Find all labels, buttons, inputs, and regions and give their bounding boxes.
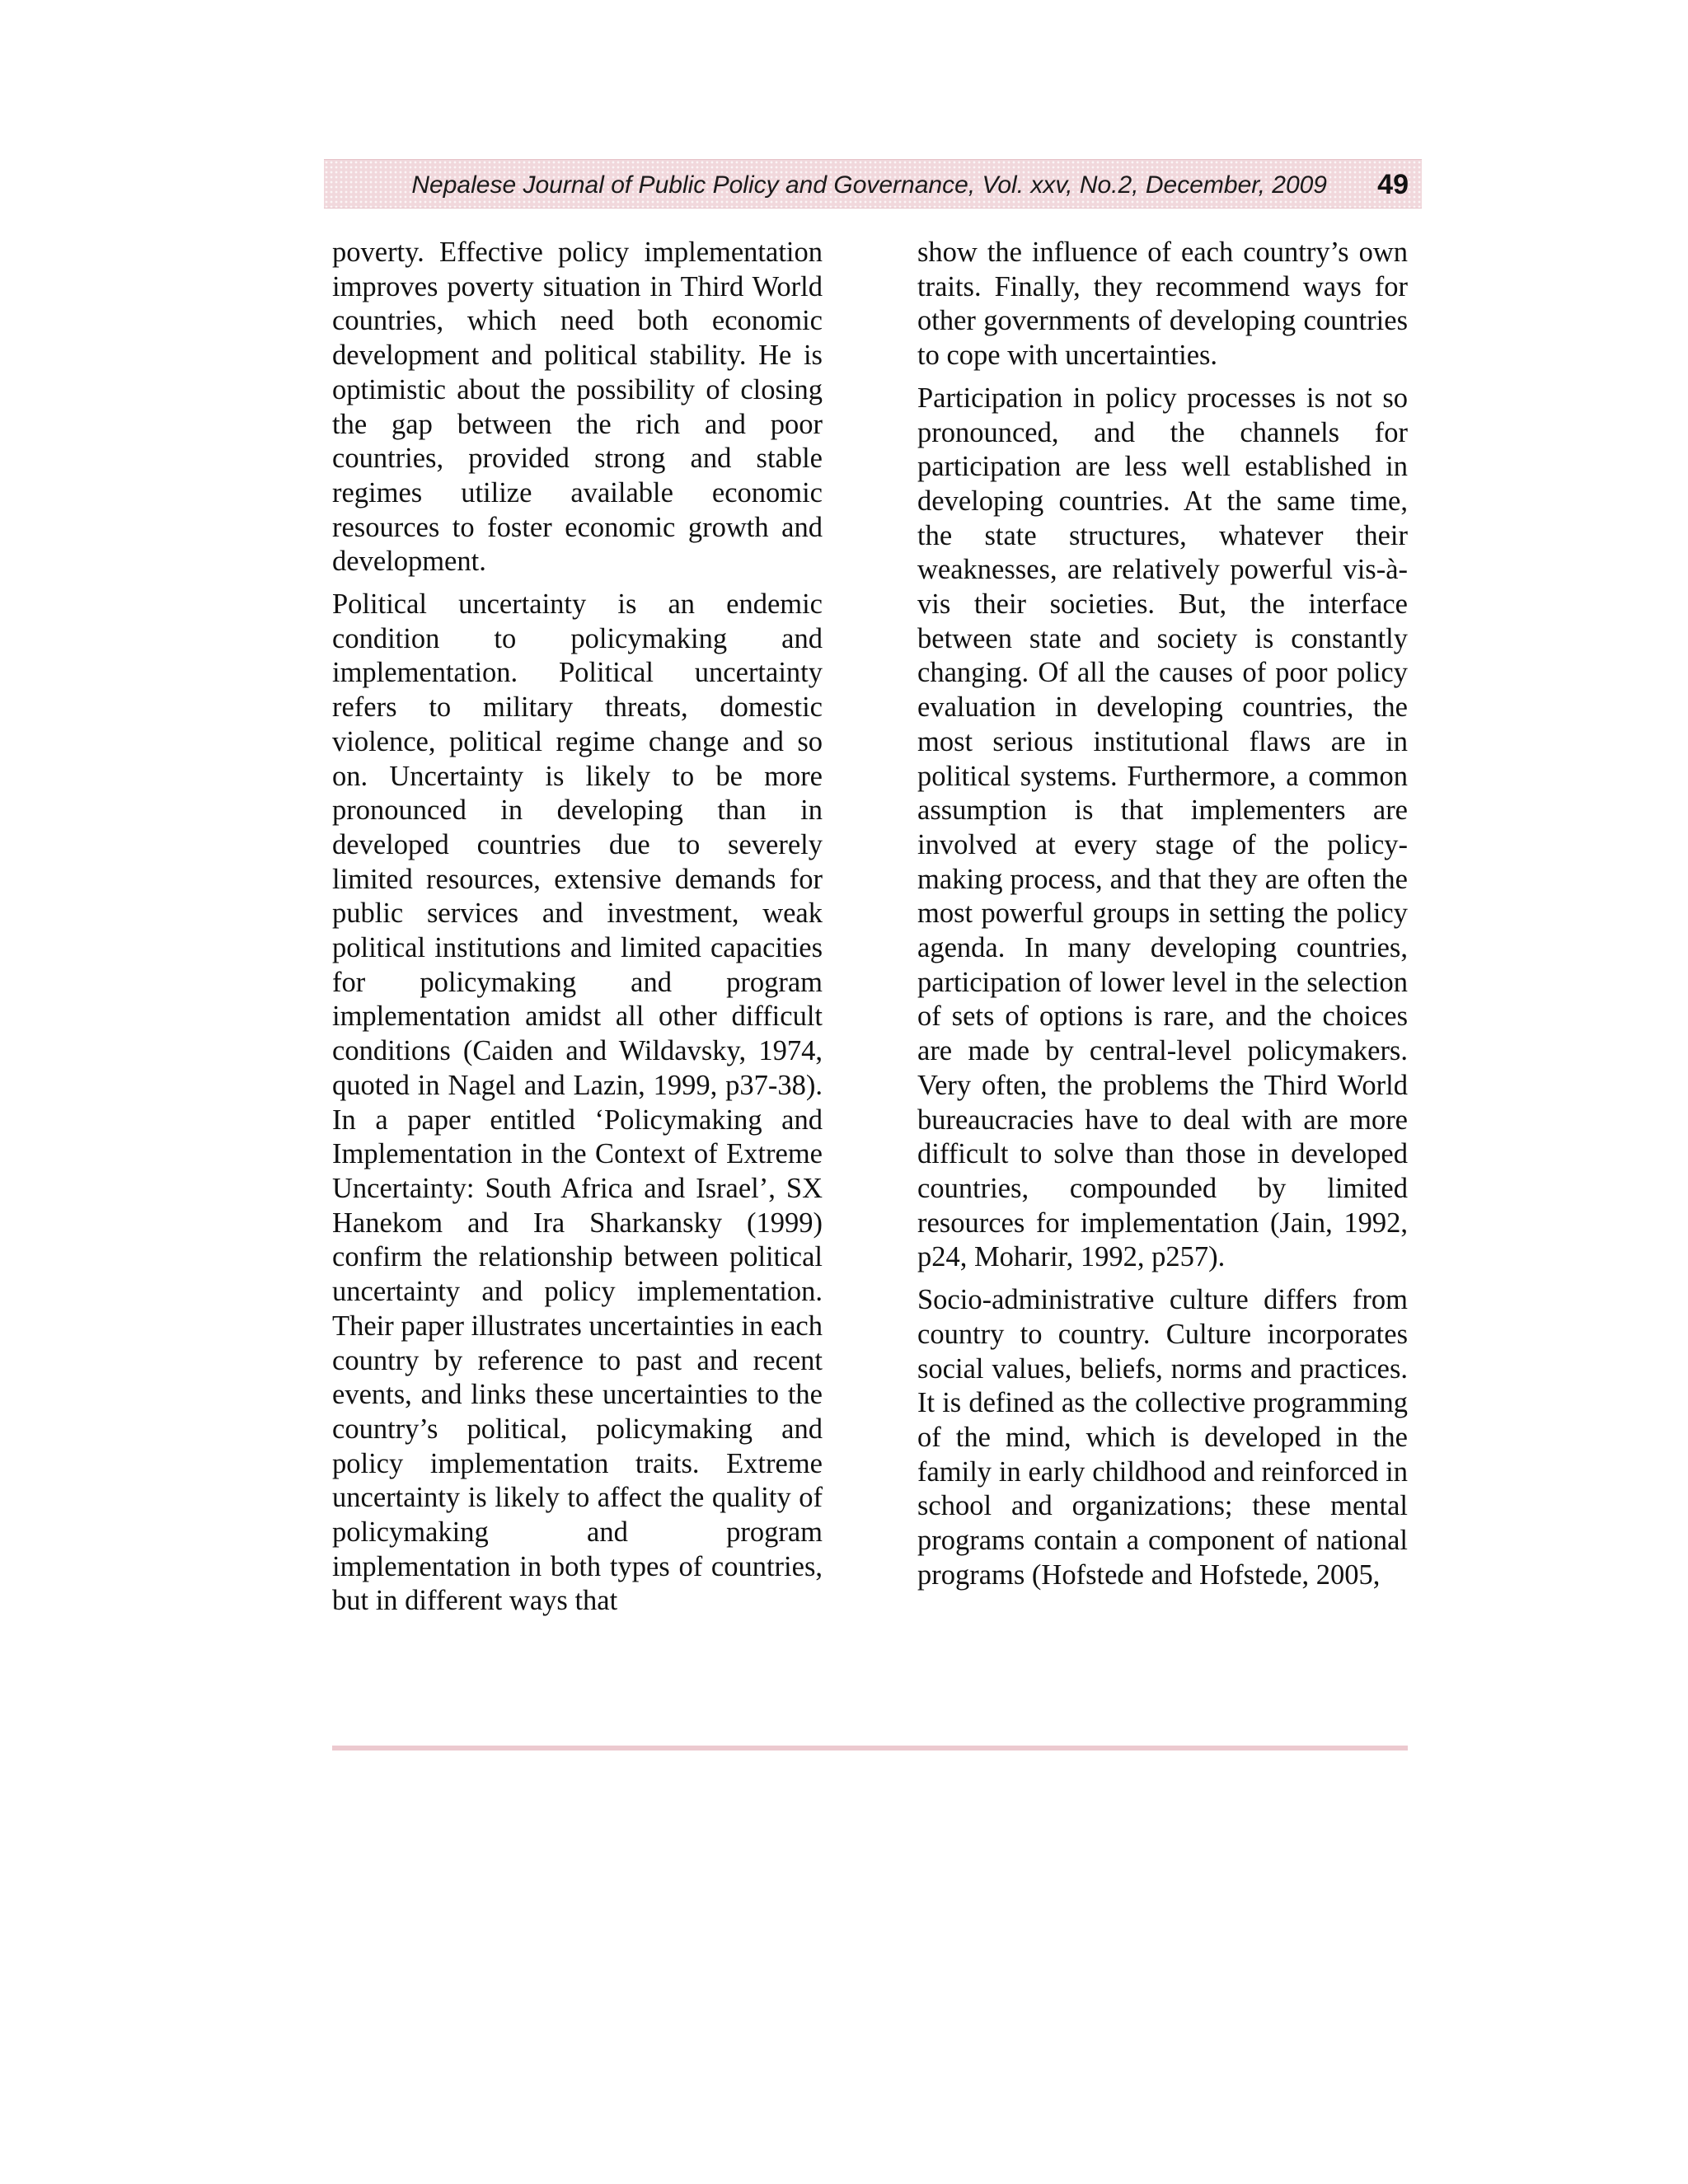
running-header [324,159,1422,209]
footer-rule [332,1746,1408,1750]
journal-title: Nepalese Journal of Public Policy and Governance, Vol. xxv, No.2, December, 2009 [411,171,1327,199]
paragraph: Socio-administrative culture differs from country to country. Culture incorporates social values, beliefs, norms and practices. It is defined as the collective programming of the mind, which is developed in the family in early childhood and reinforced in school and organizations; these mental programs contain a component of national programs (Hofstede and Hofstede, 2005, [917,1284,1408,1591]
left-column [332,236,823,1627]
paragraph: poverty. Effective policy implementation improves poverty situation in Third World countries, which need both economic development and political stability. He is optimistic about the possibility of closing the gap between the rich and poor countries, provided strong and stable regimes utilize available economic resources to foster economic growth and development. [332,237,823,578]
paragraph: Participation in policy processes is not so pronounced, and the channels for participation are less well established in developing countries. At the same time, the state structures, whatever their weaknesses, are relatively powerful vis-à-vis their societies. But, the interface between state and society is constantly changing. Of all the causes of poor policy evaluation in developing countries, the most serious institutional flaws are in political systems. Furthermore, a common assumption is that implementers are involved at every stage of the policy-making process, and that they are often the most powerful groups in setting the policy agenda. In many developing countries, participation of lower level in the selection of sets of options is rare, and the choices are made by central-level policymakers. Very often, the problems the Third World bureaucracies have to deal with are more difficult to solve than those in developed countries, compounded by limited resources for implementation (Jain, 1992, p24, Moharir, 1992, p257). [917,382,1408,1273]
paragraph: Political uncertainty is an endemic condition to policymaking and implementation. Political uncertainty refers to military threats, domestic violence, political regime change and so on. Uncertainty is likely to be more pronounced in developing than in developed countries due to severely limited resources, extensive demands for public services and investment, weak political institutions and limited capacities for policymaking and program implementation amidst all other difficult conditions (Caiden and Wildavsky, 1974, quoted in Nagel and Lazin, 1999, p37-38). In a paper entitled ‘Policymaking and Implementation in the Context of Extreme Uncertainty: South Africa and Israel’, SX Hanekom and Ira Sharkansky (1999) confirm the relationship between political uncertainty and policy implementation. Their paper illustrates uncertainties in each country by reference to past and recent events, and links these uncertainties to the country’s political, policymaking and policy implementation traits. Extreme uncertainty is likely to affect the quality of policymaking and program implementation in both types of countries, but in different ways that [332,588,823,1617]
page-number: 49 [1377,169,1409,200]
paragraph: show the influence of each country’s own traits. Finally, they recommend ways for other governments of developing countries to cope with uncertainties. [917,237,1408,372]
right-column [917,236,1408,1601]
